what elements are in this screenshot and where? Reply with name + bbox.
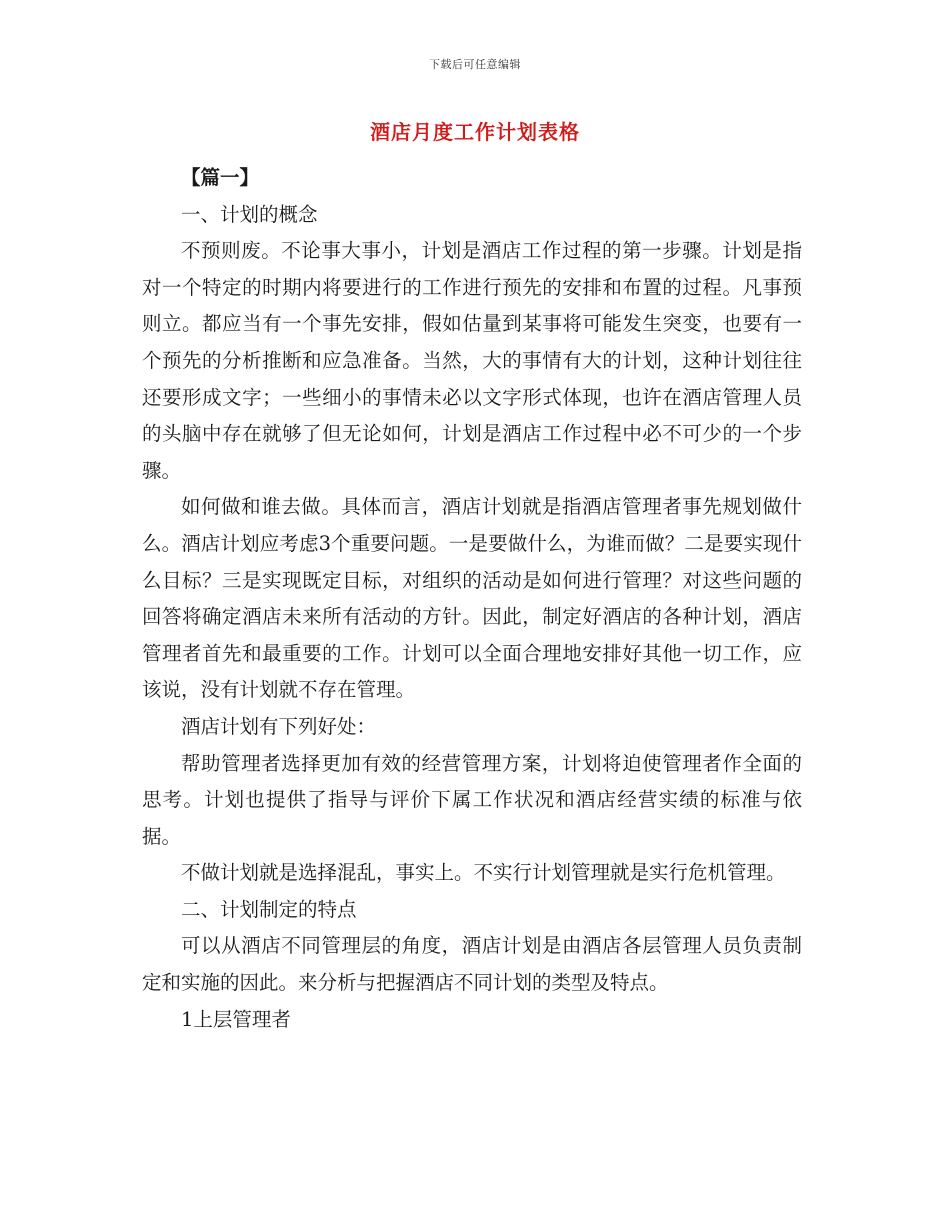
body-paragraph: 不预则废。不论事大事小，计划是酒店工作过程的第一步骤。计划是指对一个特定的时期内将要进行的工作进行预先的安排和布置的过程。凡事预则立。都应当有一个事先安排，假如估量到某事将可能发生突变，也要有一个预先的分析推断和应急准备。当然，大的事情有大的计划，这种计划往往还要形成文字；一些细小的事情未必以文字形式体现，也许在酒店管理人员的头脑中存在就够了但无论如何，计划是酒店工作过程中必不可少的一个步骤。: [142, 239, 802, 482]
subsection-heading: 1上层管理者: [181, 1007, 291, 1031]
body-paragraph: 帮助管理者选择更加有效的经营管理方案，计划将迫使管理者作全面的思考。计划也提供了指导与评价下属工作状况和酒店经营实绩的标准与依据。: [142, 751, 802, 848]
body-paragraph: 酒店计划有下列好处：: [181, 714, 377, 738]
section-heading: 二、计划制定的特点: [181, 897, 357, 921]
body-paragraph: 可以从酒店不同管理层的角度，酒店计划是由酒店各层管理人员负责制定和实施的因此。来分析与把握酒店不同计划的类型及特点。: [142, 934, 802, 995]
document-title: 酒店月度工作计划表格: [370, 120, 580, 144]
document-body: [142, 160, 802, 1038]
section-heading: 一、计划的概念: [181, 202, 318, 226]
body-paragraph: 不做计划就是选择混乱，事实上。不实行计划管理就是实行危机管理。: [181, 861, 786, 885]
body-paragraph: 如何做和谁去做。具体而言，酒店计划就是指酒店管理者事先规划做什么。酒店计划应考虑3个重要问题。一是要做什么，为谁而做？二是要实现什么目标？三是实现既定目标，对组织的活动是如何进行管理？对这些问题的回答将确定酒店未来所有活动的方针。因此，制定好酒店的各种计划，酒店管理者首先和最重要的工作。计划可以全面合理地安排好其他一切工作，应该说，没有计划就不存在管理。: [142, 495, 802, 702]
page-header-note: 下载后可任意编辑: [429, 58, 521, 71]
section-tag: 【篇一】: [181, 166, 260, 189]
